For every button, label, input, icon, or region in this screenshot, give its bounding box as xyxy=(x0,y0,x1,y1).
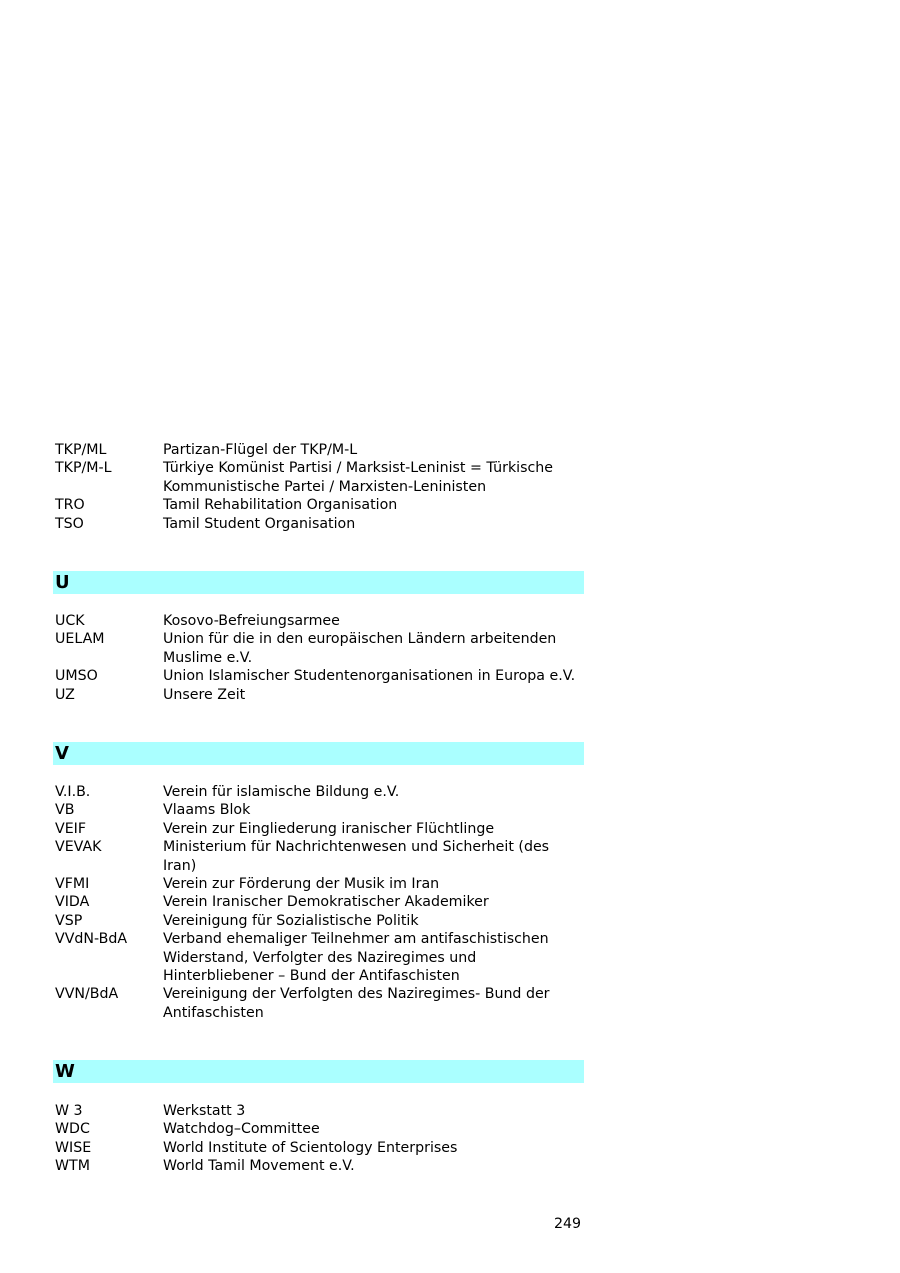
list-item xyxy=(55,985,585,1022)
section-u-list xyxy=(55,612,585,704)
list-item xyxy=(55,1139,585,1157)
list-item xyxy=(55,875,585,893)
abbreviation: TRO xyxy=(55,497,85,514)
abbreviation: WISE xyxy=(55,1139,92,1156)
list-item xyxy=(55,612,585,630)
section-header-u: U xyxy=(53,571,584,594)
abbreviation: TKP/ML xyxy=(55,442,107,458)
definition: Kosovo-Befreiungsarmee xyxy=(163,613,340,629)
abbreviation: TSO xyxy=(55,515,84,532)
abbreviation: VB xyxy=(55,802,75,819)
definition: Ministerium für Nachrichtenwesen und Sicherheit (des Iran) xyxy=(163,839,550,874)
abbreviation: WTM xyxy=(55,1158,90,1175)
definition: Vlaams Blok xyxy=(163,802,251,819)
abbreviation: VSP xyxy=(55,912,83,929)
list-item xyxy=(55,686,585,704)
abbreviation: UELAM xyxy=(55,631,105,648)
list-item xyxy=(55,820,585,838)
section-header-w: W xyxy=(53,1060,584,1083)
list-item xyxy=(55,893,585,911)
abbreviation: WDC xyxy=(55,1121,90,1138)
list-item xyxy=(55,515,585,533)
definition: Unsere Zeit xyxy=(163,686,246,703)
abbreviation: UZ xyxy=(55,686,75,703)
list-item xyxy=(55,838,585,875)
abbreviation: VVdN-BdA xyxy=(55,931,128,948)
list-item xyxy=(55,912,585,930)
abbreviation: VEIF xyxy=(55,820,87,837)
list-item xyxy=(55,1157,585,1175)
section-v-list xyxy=(55,783,585,1022)
abbreviation: W 3 xyxy=(55,1103,83,1119)
definition: Werkstatt 3 xyxy=(163,1103,246,1119)
list-item xyxy=(55,496,585,514)
abbreviation: UMSO xyxy=(55,668,98,685)
definition: Verband ehemaliger Teilnehmer am antifaschistischen Widerstand, Verfolgter des Naziregimes und Hinterbliebener – Bund der Antifaschisten xyxy=(163,931,549,985)
definition: Union Islamischer Studentenorganisationen in Europa e.V. xyxy=(163,668,576,685)
abbreviation: UCK xyxy=(55,613,85,629)
definition: World Institute of Scientology Enterprises xyxy=(163,1139,458,1156)
section-t-list xyxy=(55,441,585,533)
list-item xyxy=(55,1120,585,1138)
section-header-v: V xyxy=(53,742,584,765)
definition: Verein Iranischer Demokratischer Akademiker xyxy=(163,894,489,911)
definition: Tamil Student Organisation xyxy=(163,515,356,532)
definition: Verein zur Förderung der Musik im Iran xyxy=(163,876,440,893)
definition: World Tamil Movement e.V. xyxy=(163,1158,355,1175)
definition: Watchdog–Committee xyxy=(163,1121,320,1138)
abbreviation: V.I.B. xyxy=(55,784,91,800)
definition: Union für die in den europäischen Ländern arbeitenden Muslime e.V. xyxy=(163,631,557,666)
list-item xyxy=(55,441,585,459)
list-item xyxy=(55,459,585,496)
abbreviation: TKP/M-L xyxy=(55,460,112,477)
section-w-list xyxy=(55,1102,585,1176)
list-item xyxy=(55,630,585,667)
definition: Vereinigung für Sozialistische Politik xyxy=(163,912,419,929)
list-item xyxy=(55,783,585,801)
definition: Türkiye Komünist Partisi / Marksist-Leninist = Türkische Kommunistische Partei / Marxisten-Leninisten xyxy=(163,460,554,495)
list-item xyxy=(55,1102,585,1120)
abbreviation: VIDA xyxy=(55,894,90,911)
definition: Verein für islamische Bildung e.V. xyxy=(163,784,400,800)
abbreviation: VEVAK xyxy=(55,839,102,856)
abbreviation: VVN/BdA xyxy=(55,986,119,1003)
list-item xyxy=(55,667,585,685)
definition: Tamil Rehabilitation Organisation xyxy=(163,497,398,514)
list-item xyxy=(55,801,585,819)
definition: Verein zur Eingliederung iranischer Flüchtlinge xyxy=(163,820,495,837)
abbreviation: VFMI xyxy=(55,876,90,893)
list-item xyxy=(55,930,585,985)
definition: Partizan-Flügel der TKP/M-L xyxy=(163,442,358,458)
page-number: 249 xyxy=(554,1216,582,1232)
definition: Vereinigung der Verfolgten des Naziregimes- Bund der Antifaschisten xyxy=(163,986,550,1021)
